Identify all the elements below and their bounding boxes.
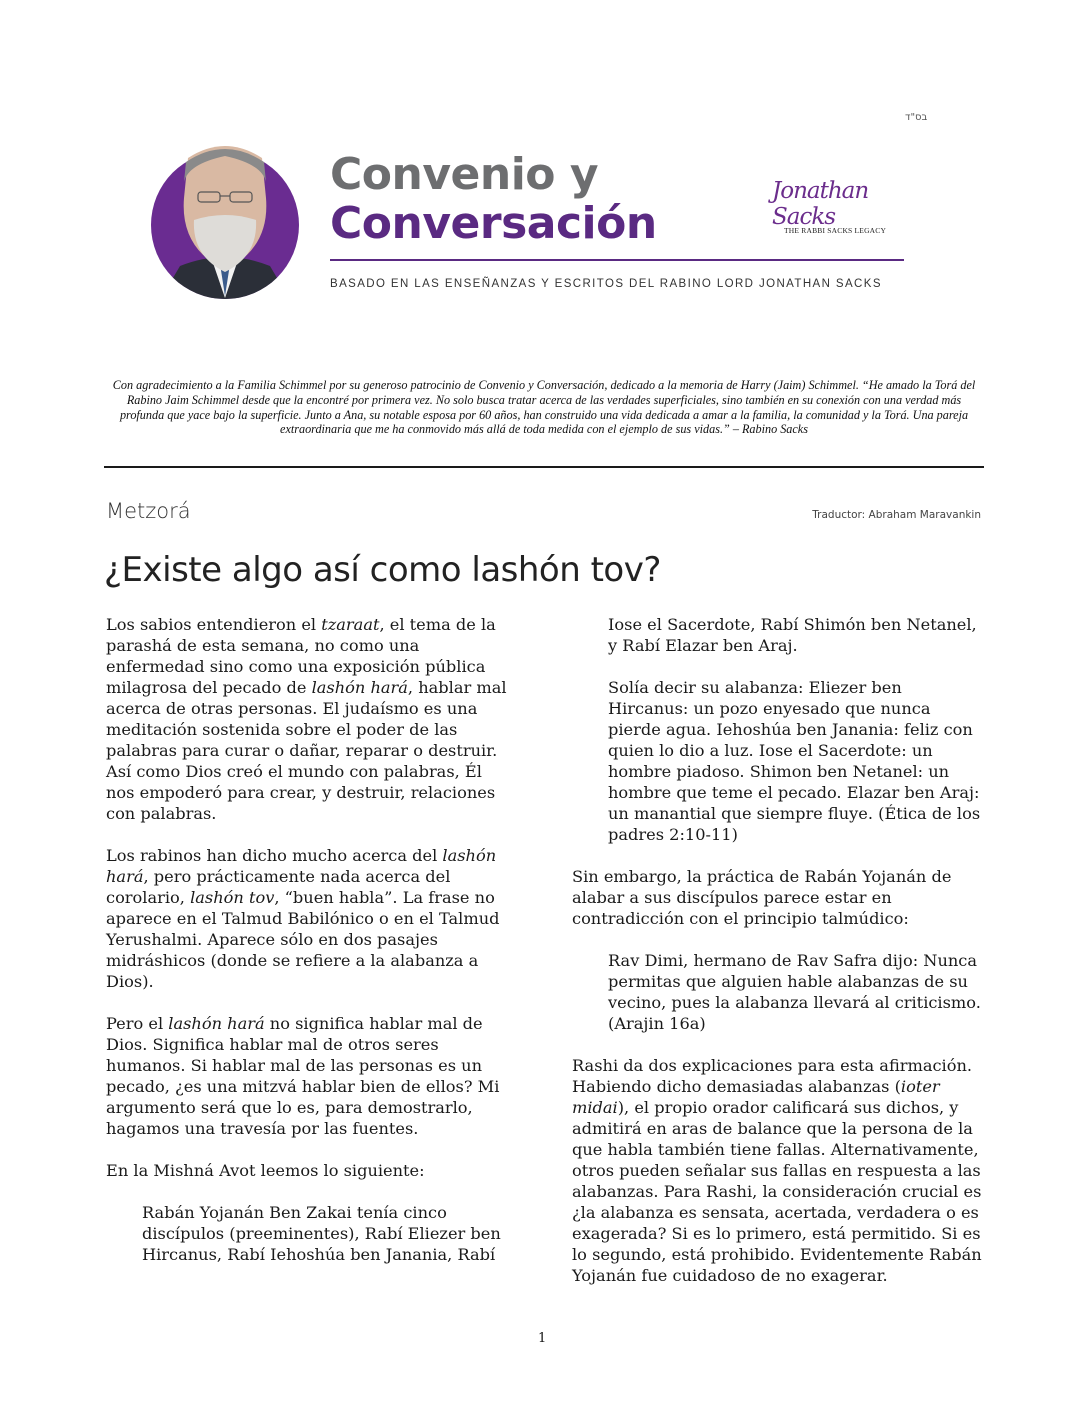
header-divider xyxy=(330,259,904,261)
translator-credit: Traductor: Abraham Maravankin xyxy=(812,509,981,521)
text-run: Rashi da dos explicaciones para esta afirmación. Habiendo dicho demasiadas alabanzas ( xyxy=(572,1056,973,1096)
newsletter-subtitle: BASADO EN LAS ENSEÑANZAS Y ESCRITOS DEL RABINO LORD JONATHAN SACKS xyxy=(330,278,882,290)
newsletter-title xyxy=(330,150,657,248)
hebrew-bsd-mark: בס"ד xyxy=(905,112,928,123)
title-line-1: Convenio y xyxy=(330,149,599,200)
text-run: Pero el xyxy=(106,1014,169,1033)
text-run: Rav Dimi, hermano de Rav Safra dijo: Nunca permitas que alguien hable alabanzas de su vecino, pues la alabanza llevará al criticismo. (Arajin 16a) xyxy=(608,951,981,1033)
italic-term: tzaraat xyxy=(321,615,380,634)
paragraph xyxy=(106,614,508,824)
paragraph xyxy=(106,845,508,992)
text-run: Los rabinos han dicho mucho acerca del xyxy=(106,846,443,865)
text-run: Rabán Yojanán Ben Zakai tenía cinco discípulos (preeminentes), Rabí Eliezer ben Hircanus, Rabí Iehoshúa ben Janania, Rabí xyxy=(142,1203,501,1264)
text-run: ), el propio orador calificará sus dichos, y admitirá en aras de balance que la persona de la que habla también tiene fallas. Alternativamente, otros pueden señalar sus fallas en respuesta a las alabanzas. Para Rashi, la consideración crucial es ¿la alabanza es sensata, acertada, verdadera o es exagerada? Si es lo primero, está permitido. Si es lo segundo, está prohibido. Evidentemente Rabán Yojanán fue cuidadoso de no exagerar. xyxy=(572,1098,982,1285)
paragraph xyxy=(572,866,982,929)
italic-term: lashón tov xyxy=(190,888,275,907)
italic-term: lashón hará xyxy=(106,846,497,886)
paragraph xyxy=(572,1055,982,1286)
text-run: , el tema de la parashá de esta semana, no como una enfermedad sino como una exposición pública milagrosa del pecado de xyxy=(106,615,496,697)
italic-term: lashón hará xyxy=(168,1014,265,1033)
text-run: no significa hablar mal de Dios. Significa hablar mal de otros seres humanos. Si hablar mal de las personas es un pecado, ¿es una mitzvá hablar bien de ellos? Mi argumento será que lo es, para demostrarlo, hagamos una travesía por las fuentes. xyxy=(106,1014,500,1138)
main-divider xyxy=(104,466,984,468)
logo-signature: Jonathan Sacks xyxy=(772,178,869,230)
block-quote xyxy=(608,614,982,656)
paragraph xyxy=(106,1160,508,1181)
title-line-2: Conversación xyxy=(330,198,657,249)
block-quote xyxy=(608,677,982,845)
text-run: , hablar mal acerca de otras personas. El judaísmo es una meditación sostenida sobre el poder de las palabras para curar o dañar, reparar o destruir. Así como Dios creó el mundo con palabras, Él nos empoderó para crear, y destruir, relaciones con palabras. xyxy=(106,678,507,823)
text-run: , “buen habla”. La frase no aparece en el Talmud Babilónico o en el Talmud Yerushalmi. Aparece sólo en dos pasajes midráshicos (donde se refiere a la alabanza a Dios). xyxy=(106,888,500,991)
text-run: , pero prácticamente nada acerca del corolario, xyxy=(106,867,451,907)
logo-tagline: THE RABBI SACKS LEGACY xyxy=(784,226,887,235)
block-quote xyxy=(608,950,982,1034)
italic-term: lashón hará xyxy=(311,678,408,697)
text-run: Sin embargo, la práctica de Rabán Yojanán de alabar a sus discípulos parece estar en contradicción con el principio talmúdico: xyxy=(572,867,952,928)
portrait-image xyxy=(150,138,300,300)
text-run: Iose el Sacerdote, Rabí Shimón ben Netanel, y Rabí Elazar ben Araj. xyxy=(608,615,977,655)
page-number: 1 xyxy=(538,1331,547,1346)
text-run: En la Mishná Avot leemos lo siguiente: xyxy=(106,1161,425,1180)
parasha-name: Metzorá xyxy=(106,499,191,523)
block-quote xyxy=(142,1202,508,1265)
paragraph xyxy=(106,1013,508,1139)
rabbi-sacks-legacy-logo xyxy=(772,178,912,235)
article-title: ¿Existe algo así como lashón tov? xyxy=(104,550,661,590)
text-run: Solía decir su alabanza: Eliezer ben Hircanus: un pozo enyesado que nunca pierde agua. Iehoshúa ben Janania: feliz con quien lo dio a luz. Iose el Sacerdote: un hombre piadoso. Shimon ben Netanel: un hombre que teme el pecado. Elazar ben Araj: un manantial que siempre fluye. (Ética de los padres 2:10-11) xyxy=(608,678,981,844)
text-run: Los sabios entendieron el xyxy=(106,615,322,634)
article-column-left xyxy=(106,614,508,1286)
dedication-text: Con agradecimiento a la Familia Schimmel por su generoso patrocinio de Convenio y Conversación, dedicado a la memoria de Harry (Jaim) Schimmel. “He amado la Torá del Rabino Jaim Schimmel desde que la encontré por primera vez. No solo busca tratar acerca de las verdades superficiales, sino también en su conexión con una verdad más profunda que yace bajo la superficie. Junto a Ana, su notable esposa por 60 años, han construido una vida dedicada a amar a la familia, la comunidad y la Torá. Una pareja extraordinaria que me ha conmovido más allá de toda medida con el ejemplo de sus vidas.” – Rabino Sacks xyxy=(112,378,976,437)
italic-term: ioter midai xyxy=(572,1077,940,1117)
article-column-right xyxy=(572,614,982,1307)
